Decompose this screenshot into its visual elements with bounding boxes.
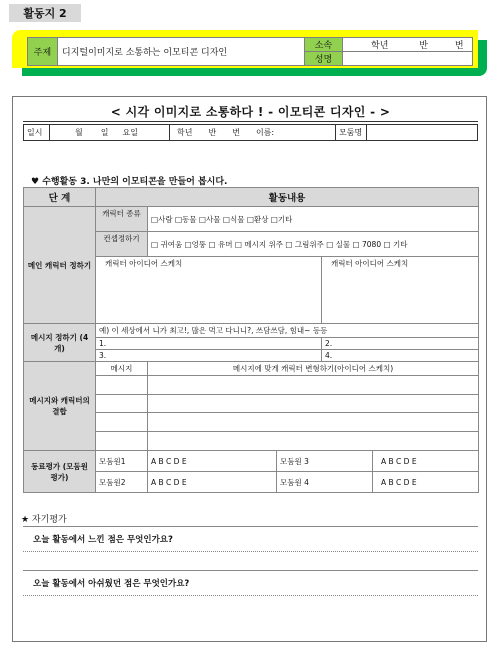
peer-member-3-grades[interactable]: A B C D E	[373, 451, 479, 472]
question-1: 오늘 활동에서 느낀 점은 무엇인가요?	[33, 535, 173, 545]
worksheet	[12, 96, 487, 642]
combine-message-cell[interactable]	[96, 432, 148, 451]
combine-message-cell[interactable]	[96, 395, 148, 413]
combine-sketch-cell[interactable]	[148, 413, 479, 432]
question-1-block[interactable]	[23, 526, 478, 574]
peer-member-3-label: 모둠원 3	[277, 451, 373, 472]
grade-label: 학년	[177, 128, 193, 137]
title-divider	[23, 121, 478, 122]
combine-message-cell[interactable]	[96, 413, 148, 432]
activity-header: 활동내용	[96, 188, 479, 207]
number-label: 번	[232, 128, 240, 137]
combine-sketch-cell[interactable]	[148, 432, 479, 451]
worksheet-title: < 시각 이미지로 소통하다 ! - 이모티콘 디자인 - >	[110, 104, 391, 119]
header-table	[27, 37, 473, 66]
class-label: 반	[419, 41, 428, 51]
message-item-1[interactable]: 1.	[96, 338, 322, 350]
sketch-box-1[interactable]	[96, 257, 322, 324]
answer-line	[23, 595, 478, 596]
section-heading: ♥ 수행활동 3. 나만의 이모티콘을 만들어 봅시다.	[31, 177, 228, 187]
stage-header: 단 계	[24, 188, 96, 207]
day-label: 일	[100, 128, 109, 137]
peer-member-4-grades[interactable]: A B C D E	[373, 472, 479, 493]
character-stage: 메인 캐릭터 정하기	[24, 207, 96, 324]
message-item-4[interactable]: 4.	[322, 350, 479, 362]
class-label: 반	[208, 128, 217, 137]
date-label: 일시	[24, 125, 50, 140]
peer-member-2-grades[interactable]: A B C D E	[148, 472, 277, 493]
class-field[interactable]	[170, 125, 335, 140]
activity-table	[23, 187, 479, 493]
peer-member-1-grades[interactable]: A B C D E	[148, 451, 277, 472]
character-type-label: 캐릭터 종류	[96, 207, 148, 232]
question-2: 오늘 활동에서 아쉬웠던 점은 무엇인가요?	[33, 579, 190, 589]
date-field[interactable]	[50, 125, 170, 140]
student-info-row	[23, 124, 478, 141]
peer-member-4-label: 모둠원 4	[277, 472, 373, 493]
message-stage: 메시지 정하기 (4개)	[24, 324, 96, 362]
concept-label: 컨셉정하기	[96, 232, 148, 257]
concept-options[interactable]: □ 귀여움 □엉뚱 □ 유머 □ 메시지 위주 □ 그림위주 □ 실물 □ 7080 □ 기타	[148, 232, 479, 257]
weekday-label: 요일	[122, 128, 138, 137]
team-field[interactable]	[367, 125, 477, 140]
character-type-options[interactable]: □사람 □동물 □사물 □식물 □환상 □기타	[148, 207, 479, 232]
subject-title: 디지털이미지로 소통하는 이모티콘 디자인	[58, 38, 305, 66]
number-label: 번	[454, 41, 464, 51]
subject-key: 주제	[28, 38, 58, 66]
month-label: 월	[75, 128, 83, 137]
header-banner	[12, 30, 487, 76]
activity-tab: 활동지 2	[9, 4, 81, 22]
message-example: 예) 이 세상에서 니가 최고!, 많은 먹고 다니니?, 쓰담쓰담, 힘내~ 등등	[96, 324, 479, 338]
self-eval-label: ★ 자기평가	[21, 515, 67, 525]
message-item-2[interactable]: 2.	[322, 338, 479, 350]
combine-message-header: 메시지	[96, 362, 148, 376]
combine-sketch-cell[interactable]	[148, 376, 479, 395]
name-value[interactable]	[343, 52, 473, 66]
combine-sketch-cell[interactable]	[148, 395, 479, 413]
question-2-block[interactable]	[23, 570, 478, 620]
peer-member-2-label: 모둠원2	[96, 472, 148, 493]
affiliation-key: 소속	[305, 38, 343, 52]
peer-stage: 동료평가 (모둠원 평가)	[24, 451, 96, 493]
sketch-label-1: 캐릭터 아이디어 스케치	[105, 259, 183, 268]
answer-line	[23, 551, 478, 552]
sketch-label-2: 캐릭터 아이디어 스케치	[331, 259, 409, 268]
combine-stage: 메시지와 캐릭터의 결합	[24, 362, 96, 451]
team-label: 모둠명	[335, 125, 367, 140]
affiliation-value[interactable]	[343, 38, 473, 52]
combine-message-cell[interactable]	[96, 376, 148, 395]
grade-label: 학년	[371, 41, 389, 51]
message-item-3[interactable]: 3.	[96, 350, 322, 362]
sketch-box-2[interactable]	[322, 257, 479, 324]
combine-sketch-header: 메시지에 맞게 캐릭터 변형하기(아이디어 스케치)	[148, 362, 479, 376]
name-label: 이름:	[255, 128, 275, 137]
name-key: 성명	[305, 52, 343, 66]
peer-member-1-label: 모둠원1	[96, 451, 148, 472]
